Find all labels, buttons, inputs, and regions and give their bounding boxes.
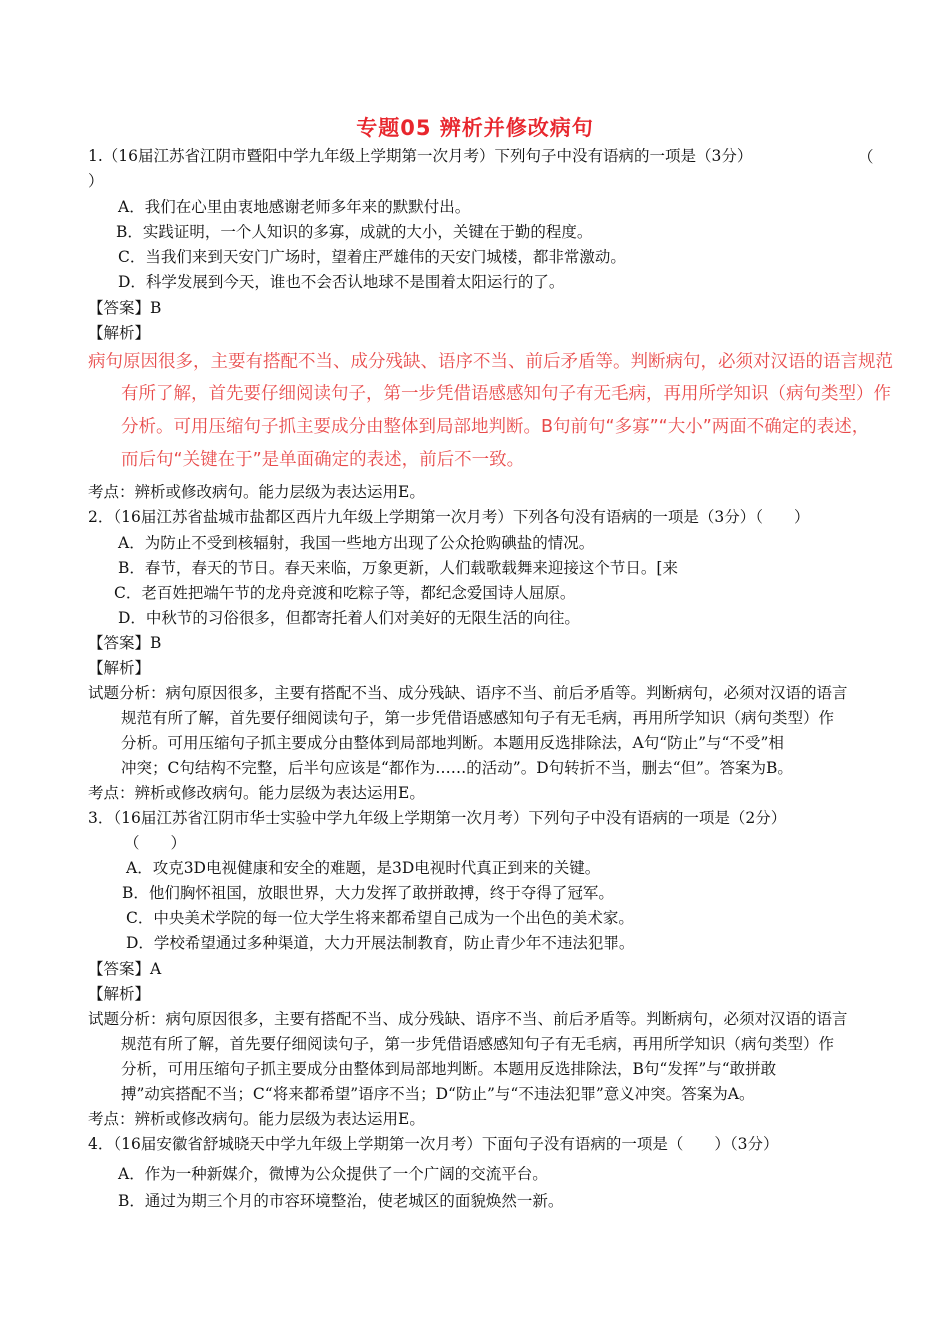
q4-option-a: A．作为一种新媒介，微博为公众提供了一个广阔的交流平台。 (118, 1165, 548, 1183)
q2-option-b: B．春节，春天的节日。春天来临，万象更新，人们载歌载舞来迎接这个节日。[来 (118, 559, 678, 577)
q3-paren: （ ） (124, 834, 187, 852)
q2-option-c: C．老百姓把端午节的龙舟竞渡和吃粽子等，都纪念爱国诗人屈原。 (114, 584, 576, 602)
q1-option-b: B．实践证明，一个人知识的多寡，成就的大小，关键在于勤的程度。 (116, 223, 593, 241)
q3-kaodian: 考点：辨析或修改病句。能力层级为表达运用E。 (88, 1110, 425, 1128)
q1-paren-close: ） (88, 172, 104, 190)
q3-analysis-line: 规范有所了解，首先要仔细阅读句子，第一步凭借语感感知句子有无毛病，再用所学知识（病句类型）作 (121, 1035, 835, 1053)
q1-analysis-line: 病句原因很多，主要有搭配不当、成分残缺、语序不当、前后矛盾等。判断病句，必须对汉语的语言规范 (88, 352, 893, 372)
q1-option-c: C．当我们来到天安门广场时，望着庄严雄伟的天安门城楼，都非常激动。 (118, 248, 626, 266)
q2-option-d: D．中秋节的习俗很多，但都寄托着人们对美好的无限生活的向往。 (118, 609, 580, 627)
q3-option-d: D．学校希望通过多种渠道，大力开展法制教育，防止青少年不违法犯罪。 (126, 934, 635, 952)
q3-analysis-line: 试题分析：病句原因很多，主要有搭配不当、成分残缺、语序不当、前后矛盾等。判断病句，必须对汉语的语言 (88, 1010, 848, 1028)
q2-stem: 2．（16届江苏省盐城市盐都区西片九年级上学期第一次月考）下列各句没有语病的一项是（3分）（ ） (88, 508, 810, 526)
q1-analysis-line: 而后句“关键在于”是单面确定的表述，前后不一致。 (121, 450, 525, 470)
q2-analysis-line: 冲突；C句结构不完整，后半句应该是“都作为……的活动”。D句转折不当，删去“但”。答案为B。 (121, 759, 793, 777)
page-title: 专题05 辨析并修改病句 (356, 116, 594, 140)
q1-analysis-label: 【解析】 (88, 324, 151, 342)
q2-answer: 【答案】B (88, 634, 162, 652)
q2-analysis-line: 试题分析：病句原因很多，主要有搭配不当、成分残缺、语序不当、前后矛盾等。判断病句，必须对汉语的语言 (88, 684, 848, 702)
q4-option-b: B．通过为期三个月的市容环境整治，使老城区的面貌焕然一新。 (118, 1192, 564, 1210)
q2-option-a: A．为防止不受到核辐射，我国一些地方出现了公众抢购碘盐的情况。 (118, 534, 595, 552)
q3-option-b: B．他们胸怀祖国，放眼世界，大力发挥了敢拼敢搏，终于夺得了冠军。 (122, 884, 614, 902)
q3-stem: 3．（16届江苏省江阴市华士实验中学九年级上学期第一次月考）下列句子中没有语病的一项是（2分） (88, 809, 787, 827)
q1-option-d: D．科学发展到今天，谁也不会否认地球不是围着太阳运行的了。 (118, 273, 565, 291)
q2-kaodian: 考点：辨析或修改病句。能力层级为表达运用E。 (88, 784, 425, 802)
q2-analysis-line: 分析。可用压缩句子抓主要成分由整体到局部地判断。本题用反选排除法，A句“防止”与“不受”相 (121, 734, 784, 752)
q1-analysis-line: 分析。可用压缩句子抓主要成分由整体到局部地判断。B句前句“多寡”“大小”两面不确定的表述， (121, 417, 870, 437)
q3-analysis-line: 分析，可用压缩句子抓主要成分由整体到局部地判断。本题用反选排除法，B句“发挥”与“敢拼敢 (121, 1060, 777, 1078)
q3-option-c: C．中央美术学院的每一位大学生将来都希望自己成为一个出色的美术家。 (126, 909, 634, 927)
q3-option-a: A．攻克3D电视健康和安全的难题，是3D电视时代真正到来的关键。 (126, 859, 601, 877)
q1-analysis-line: 有所了解，首先要仔细阅读句子，第一步凭借语感感知句子有无毛病，再用所学知识（病句类型）作 (121, 384, 891, 404)
q3-analysis-label: 【解析】 (88, 985, 151, 1003)
q2-analysis-line: 规范有所了解，首先要仔细阅读句子，第一步凭借语感感知句子有无毛病，再用所学知识（病句类型）作 (121, 709, 835, 727)
q2-analysis-label: 【解析】 (88, 659, 151, 677)
q1-kaodian: 考点：辨析或修改病句。能力层级为表达运用E。 (88, 483, 425, 501)
q1-stem: 1.（16届江苏省江阴市暨阳中学九年级上学期第一次月考）下列句子中没有语病的一项是（3分） (88, 147, 753, 165)
q4-stem: 4．（16届安徽省舒城晓天中学九年级上学期第一次月考）下面句子没有语病的一项是（ ）（3分） (88, 1135, 779, 1153)
q1-paren-open: （ (858, 148, 874, 166)
q1-option-a: A．我们在心里由衷地感谢老师多年来的默默付出。 (118, 198, 471, 216)
q3-analysis-line: 搏”动宾搭配不当；C“将来都希望”语序不当；D“防止”与“不违法犯罪”意义冲突。答案为A。 (121, 1085, 755, 1103)
q1-answer: 【答案】B (88, 299, 162, 317)
q3-answer: 【答案】A (88, 960, 162, 978)
